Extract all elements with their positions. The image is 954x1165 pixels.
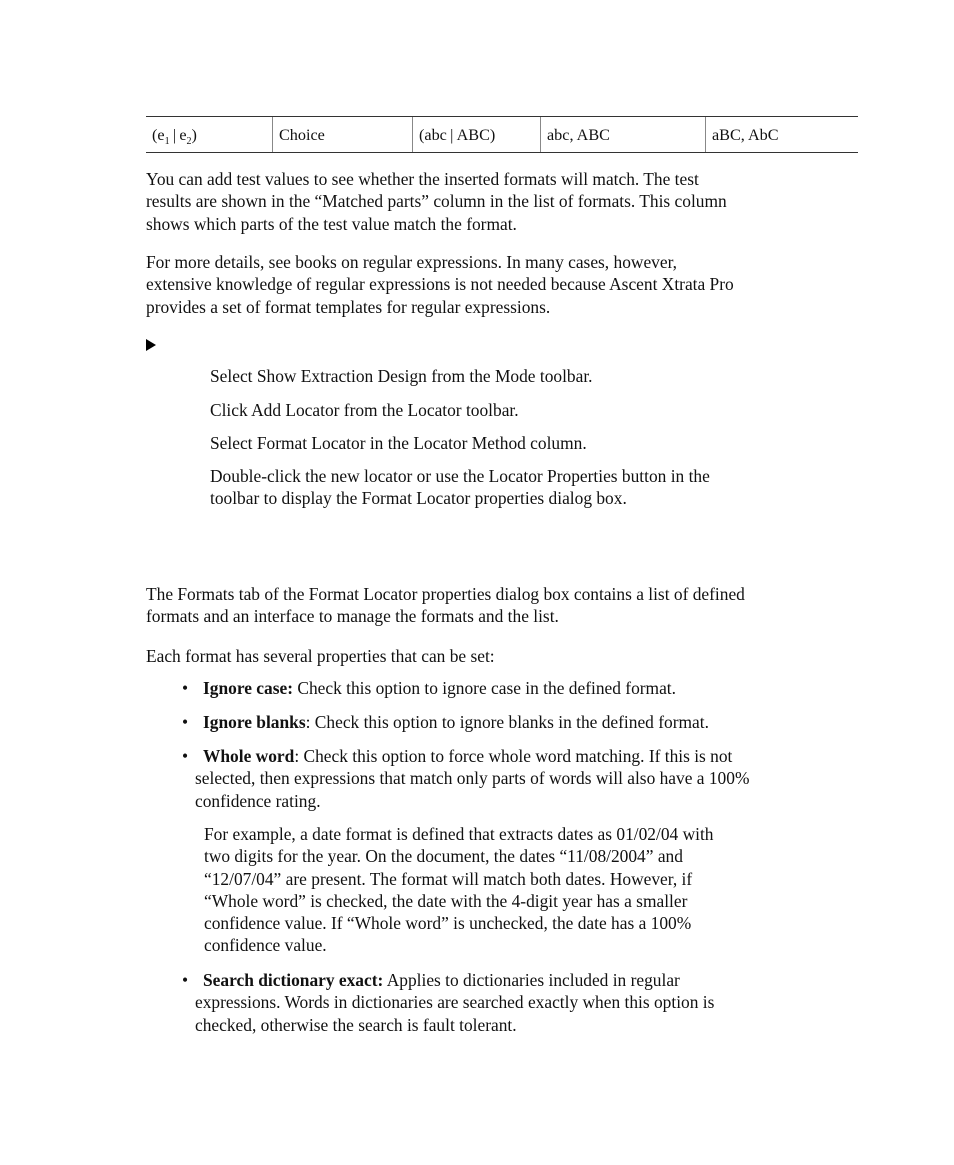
procedure-arrow-icon	[146, 339, 156, 351]
paragraph-each-format: Each format has several properties that can be set:	[146, 646, 495, 666]
whole-word-example-note: For example, a date format is defined that extracts dates as 01/02/04 with two digits for the year. On the document, the dates “11/08/2004” and “12/07/04” are present. The format will match both dates. However, if “Whole word” is checked, the date with the 4-digit year has a smaller confidence value. If “Whole word” is unchecked, the date has a 100% confidence value.	[204, 824, 714, 956]
cell-example: (abc | ABC)	[412, 117, 540, 152]
cell-matches: abc, ABC	[540, 117, 705, 152]
paragraph-test-values: You can add test values to see whether the inserted formats will match. The test results are shown in the “Matched parts” column in the list of formats. This column shows which parts of the test value match the format.	[146, 169, 727, 234]
procedure-step: Select Show Extraction Design from the Mode toolbar.	[210, 366, 593, 386]
procedure-step: Double-click the new locator or use the Locator Properties button in the toolbar to display the Format Locator properties dialog box.	[210, 466, 710, 509]
cell-expression: ($e_1$ | $e_2$)	[152, 126, 197, 148]
bullet-ignore-blanks: • Ignore blanks: Check this option to ignore blanks in the defined format.	[182, 712, 709, 732]
bullet-dot-icon: •	[182, 712, 189, 732]
paragraph-more-details: For more details, see books on regular expressions. In many cases, however, extensive knowledge of regular expressions is not needed because Ascent Xtrata Pro provides a set of format templates for regular expressions.	[146, 252, 734, 317]
procedure-step: Select Format Locator in the Locator Method column.	[210, 433, 587, 453]
bullet-search-dictionary-exact: • Search dictionary exact: Applies to dictionaries included in regular expressions. Words in dictionaries are searched exactly when this option is checked, otherwise the search is fault tolerant.	[182, 970, 715, 1035]
bullet-dot-icon: •	[182, 678, 189, 698]
bullet-dot-icon: •	[182, 970, 189, 990]
regex-syntax-table-row	[146, 116, 858, 153]
bullet-whole-word: • Whole word: Check this option to force whole word matching. If this is not selected, then expressions that match only parts of words will also have a 100% confidence rating.	[182, 746, 750, 811]
bullet-ignore-case: • Ignore case: Check this option to ignore case in the defined format.	[182, 678, 676, 698]
paragraph-formats-tab: The Formats tab of the Format Locator properties dialog box contains a list of defined formats and an interface to manage the formats and the list.	[146, 584, 745, 627]
procedure-step: Click Add Locator from the Locator toolbar.	[210, 400, 519, 420]
bullet-dot-icon: •	[182, 746, 189, 766]
cell-non-matches: aBC, AbC	[705, 117, 858, 152]
cell-operator: Choice	[272, 117, 412, 152]
